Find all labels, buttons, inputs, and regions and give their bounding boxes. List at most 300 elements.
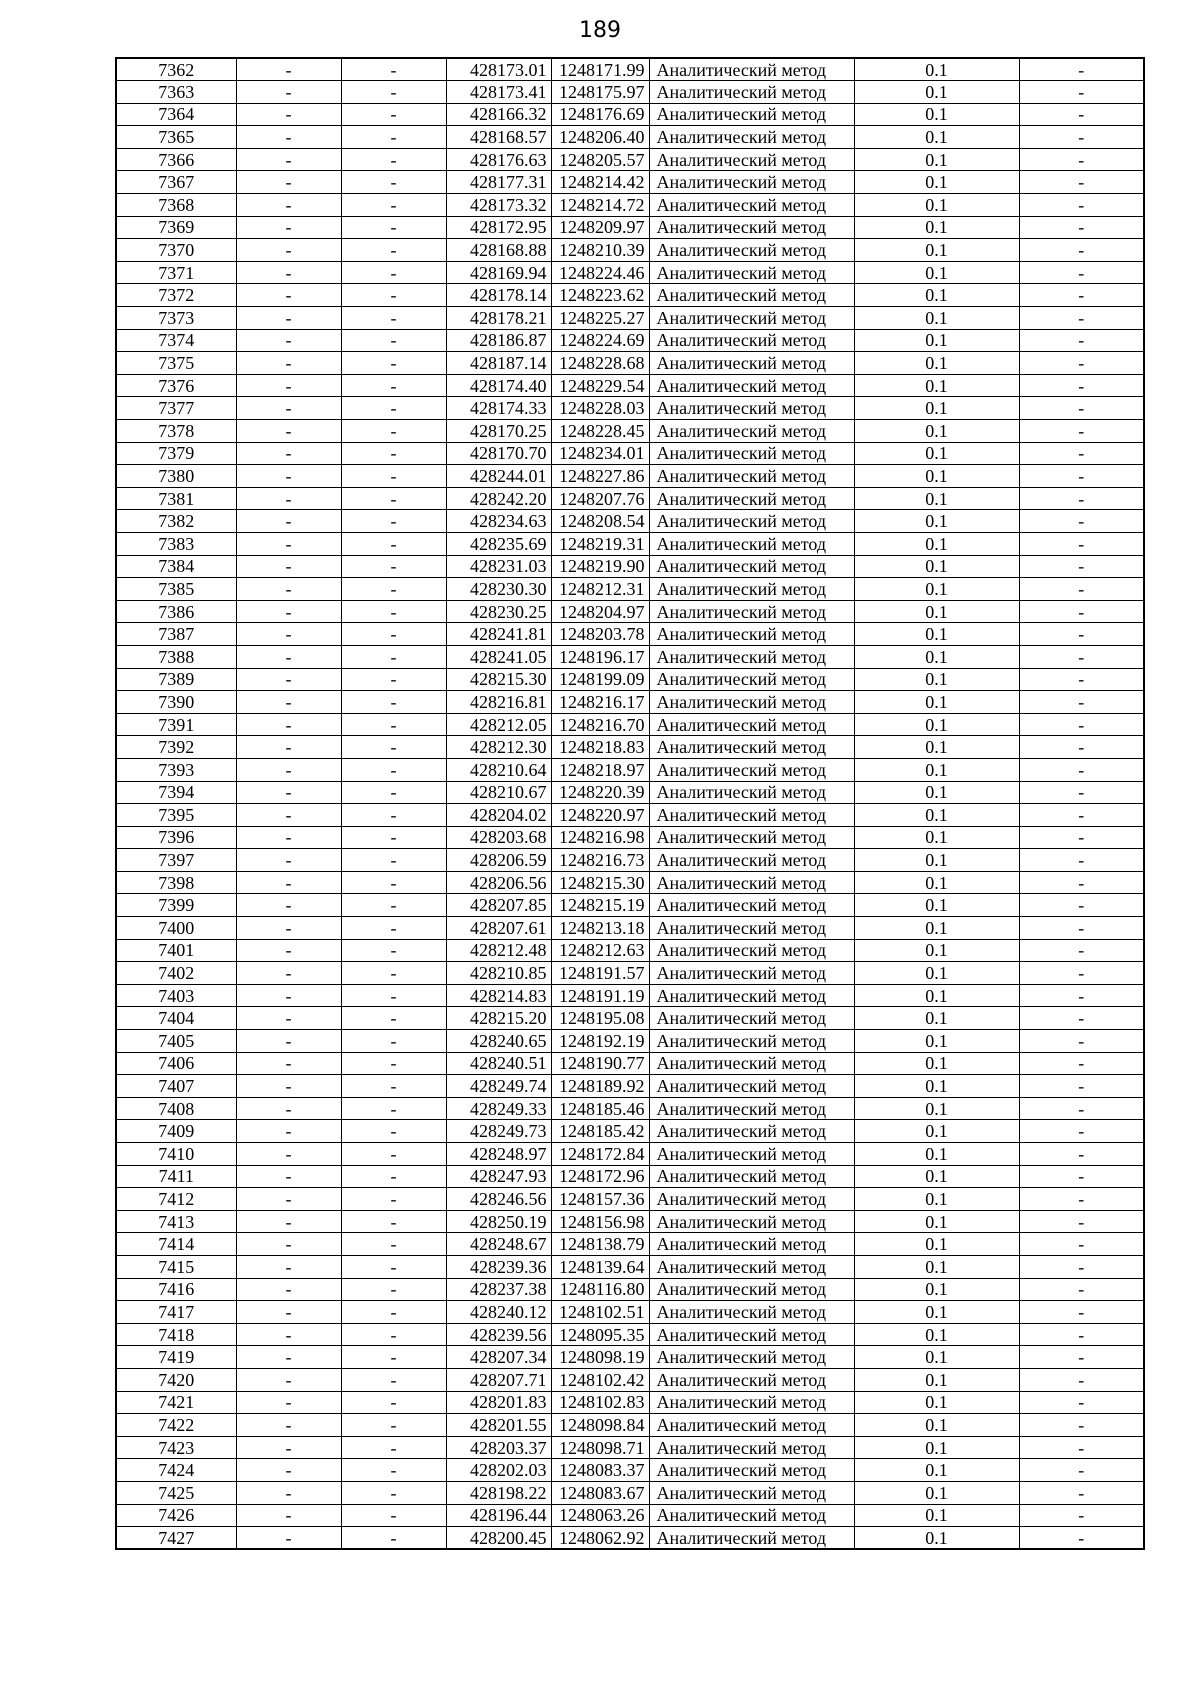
dash-cell-1: - <box>236 1414 341 1437</box>
dash-cell-3: - <box>1019 1481 1144 1504</box>
point-number-cell: 7372 <box>116 284 236 307</box>
x-coordinate-cell: 428207.34 <box>446 1346 551 1369</box>
y-coordinate-cell: 1248185.46 <box>551 1097 649 1120</box>
x-coordinate-cell: 428239.56 <box>446 1323 551 1346</box>
dash-cell-2: - <box>341 1233 446 1256</box>
x-coordinate-cell: 428172.95 <box>446 216 551 239</box>
table-row <box>116 758 1144 781</box>
point-number-cell: 7425 <box>116 1481 236 1504</box>
dash-cell-2: - <box>341 1007 446 1030</box>
x-coordinate-cell: 428212.05 <box>446 713 551 736</box>
table-row <box>116 103 1144 126</box>
dash-cell-2: - <box>341 894 446 917</box>
dash-cell-2: - <box>341 962 446 985</box>
x-coordinate-cell: 428203.37 <box>446 1436 551 1459</box>
table-row <box>116 126 1144 149</box>
point-number-cell: 7422 <box>116 1414 236 1437</box>
dash-cell-3: - <box>1019 1165 1144 1188</box>
method-cell: Аналитический метод <box>649 668 854 691</box>
dash-cell-3: - <box>1019 713 1144 736</box>
x-coordinate-cell: 428214.83 <box>446 984 551 1007</box>
accuracy-cell: 0.1 <box>854 736 1019 759</box>
point-number-cell: 7370 <box>116 239 236 262</box>
accuracy-cell: 0.1 <box>854 1436 1019 1459</box>
table-row <box>116 81 1144 104</box>
method-cell: Аналитический метод <box>649 1120 854 1143</box>
x-coordinate-cell: 428166.32 <box>446 103 551 126</box>
accuracy-cell: 0.1 <box>854 826 1019 849</box>
dash-cell-2: - <box>341 1346 446 1369</box>
dash-cell-2: - <box>341 939 446 962</box>
accuracy-cell: 0.1 <box>854 804 1019 827</box>
y-coordinate-cell: 1248083.37 <box>551 1459 649 1482</box>
dash-cell-2: - <box>341 578 446 601</box>
method-cell: Аналитический метод <box>649 645 854 668</box>
dash-cell-3: - <box>1019 1278 1144 1301</box>
accuracy-cell: 0.1 <box>854 1255 1019 1278</box>
method-cell: Аналитический метод <box>649 487 854 510</box>
dash-cell-1: - <box>236 420 341 443</box>
y-coordinate-cell: 1248098.84 <box>551 1414 649 1437</box>
dash-cell-3: - <box>1019 1007 1144 1030</box>
y-coordinate-cell: 1248229.54 <box>551 374 649 397</box>
dash-cell-2: - <box>341 1097 446 1120</box>
dash-cell-1: - <box>236 532 341 555</box>
accuracy-cell: 0.1 <box>854 307 1019 330</box>
point-number-cell: 7397 <box>116 849 236 872</box>
table-row <box>116 962 1144 985</box>
method-cell: Аналитический метод <box>649 81 854 104</box>
x-coordinate-cell: 428241.05 <box>446 645 551 668</box>
dash-cell-1: - <box>236 826 341 849</box>
dash-cell-3: - <box>1019 804 1144 827</box>
y-coordinate-cell: 1248102.83 <box>551 1391 649 1414</box>
table-row <box>116 397 1144 420</box>
x-coordinate-cell: 428244.01 <box>446 465 551 488</box>
x-coordinate-cell: 428174.40 <box>446 374 551 397</box>
x-coordinate-cell: 428202.03 <box>446 1459 551 1482</box>
method-cell: Аналитический метод <box>649 1346 854 1369</box>
dash-cell-2: - <box>341 194 446 217</box>
dash-cell-3: - <box>1019 374 1144 397</box>
x-coordinate-cell: 428240.65 <box>446 1030 551 1053</box>
table-row <box>116 578 1144 601</box>
method-cell: Аналитический метод <box>649 148 854 171</box>
dash-cell-3: - <box>1019 1301 1144 1324</box>
dash-cell-3: - <box>1019 826 1144 849</box>
method-cell: Аналитический метод <box>649 126 854 149</box>
dash-cell-2: - <box>341 261 446 284</box>
table-row <box>116 894 1144 917</box>
table-row <box>116 1030 1144 1053</box>
accuracy-cell: 0.1 <box>854 894 1019 917</box>
dash-cell-1: - <box>236 329 341 352</box>
x-coordinate-cell: 428170.25 <box>446 420 551 443</box>
point-number-cell: 7401 <box>116 939 236 962</box>
x-coordinate-cell: 428249.73 <box>446 1120 551 1143</box>
dash-cell-1: - <box>236 1346 341 1369</box>
dash-cell-2: - <box>341 871 446 894</box>
table-row <box>116 58 1144 81</box>
y-coordinate-cell: 1248219.31 <box>551 532 649 555</box>
dash-cell-3: - <box>1019 736 1144 759</box>
accuracy-cell: 0.1 <box>854 1391 1019 1414</box>
dash-cell-2: - <box>341 171 446 194</box>
x-coordinate-cell: 428230.30 <box>446 578 551 601</box>
dash-cell-2: - <box>341 1143 446 1166</box>
dash-cell-2: - <box>341 1368 446 1391</box>
y-coordinate-cell: 1248228.03 <box>551 397 649 420</box>
dash-cell-1: - <box>236 465 341 488</box>
dash-cell-3: - <box>1019 871 1144 894</box>
table-row <box>116 645 1144 668</box>
x-coordinate-cell: 428212.30 <box>446 736 551 759</box>
accuracy-cell: 0.1 <box>854 1120 1019 1143</box>
x-coordinate-cell: 428249.74 <box>446 1075 551 1098</box>
accuracy-cell: 0.1 <box>854 1097 1019 1120</box>
point-number-cell: 7410 <box>116 1143 236 1166</box>
y-coordinate-cell: 1248102.51 <box>551 1301 649 1324</box>
table-row <box>116 284 1144 307</box>
dash-cell-2: - <box>341 374 446 397</box>
accuracy-cell: 0.1 <box>854 1527 1019 1550</box>
table-row <box>116 442 1144 465</box>
point-number-cell: 7424 <box>116 1459 236 1482</box>
table-row <box>116 736 1144 759</box>
point-number-cell: 7371 <box>116 261 236 284</box>
table-row <box>116 239 1144 262</box>
dash-cell-1: - <box>236 510 341 533</box>
dash-cell-2: - <box>341 397 446 420</box>
dash-cell-1: - <box>236 307 341 330</box>
dash-cell-1: - <box>236 758 341 781</box>
dash-cell-1: - <box>236 1143 341 1166</box>
accuracy-cell: 0.1 <box>854 126 1019 149</box>
y-coordinate-cell: 1248216.98 <box>551 826 649 849</box>
accuracy-cell: 0.1 <box>854 261 1019 284</box>
method-cell: Аналитический метод <box>649 962 854 985</box>
method-cell: Аналитический метод <box>649 58 854 81</box>
y-coordinate-cell: 1248116.80 <box>551 1278 649 1301</box>
dash-cell-3: - <box>1019 917 1144 940</box>
dash-cell-1: - <box>236 600 341 623</box>
y-coordinate-cell: 1248219.90 <box>551 555 649 578</box>
dash-cell-1: - <box>236 645 341 668</box>
y-coordinate-cell: 1248209.97 <box>551 216 649 239</box>
dash-cell-3: - <box>1019 126 1144 149</box>
dash-cell-3: - <box>1019 691 1144 714</box>
x-coordinate-cell: 428201.55 <box>446 1414 551 1437</box>
method-cell: Аналитический метод <box>649 1165 854 1188</box>
point-number-cell: 7363 <box>116 81 236 104</box>
point-number-cell: 7386 <box>116 600 236 623</box>
method-cell: Аналитический метод <box>649 465 854 488</box>
dash-cell-1: - <box>236 148 341 171</box>
dash-cell-2: - <box>341 81 446 104</box>
table-row <box>116 917 1144 940</box>
dash-cell-1: - <box>236 781 341 804</box>
dash-cell-1: - <box>236 171 341 194</box>
table-row <box>116 1143 1144 1166</box>
dash-cell-3: - <box>1019 103 1144 126</box>
point-number-cell: 7377 <box>116 397 236 420</box>
dash-cell-2: - <box>341 1120 446 1143</box>
table-row <box>116 171 1144 194</box>
dash-cell-1: - <box>236 1007 341 1030</box>
table-row <box>116 555 1144 578</box>
x-coordinate-cell: 428215.20 <box>446 1007 551 1030</box>
point-number-cell: 7420 <box>116 1368 236 1391</box>
accuracy-cell: 0.1 <box>854 148 1019 171</box>
x-coordinate-cell: 428215.30 <box>446 668 551 691</box>
y-coordinate-cell: 1248216.17 <box>551 691 649 714</box>
y-coordinate-cell: 1248156.98 <box>551 1210 649 1233</box>
dash-cell-3: - <box>1019 487 1144 510</box>
dash-cell-2: - <box>341 1278 446 1301</box>
x-coordinate-cell: 428206.56 <box>446 871 551 894</box>
dash-cell-2: - <box>341 849 446 872</box>
table-row <box>116 668 1144 691</box>
point-number-cell: 7373 <box>116 307 236 330</box>
method-cell: Аналитический метод <box>649 939 854 962</box>
point-number-cell: 7404 <box>116 1007 236 1030</box>
dash-cell-3: - <box>1019 307 1144 330</box>
method-cell: Аналитический метод <box>649 1007 854 1030</box>
dash-cell-2: - <box>341 307 446 330</box>
table-row <box>116 1210 1144 1233</box>
dash-cell-1: - <box>236 1368 341 1391</box>
y-coordinate-cell: 1248196.17 <box>551 645 649 668</box>
y-coordinate-cell: 1248098.71 <box>551 1436 649 1459</box>
x-coordinate-cell: 428168.88 <box>446 239 551 262</box>
dash-cell-1: - <box>236 871 341 894</box>
x-coordinate-cell: 428248.67 <box>446 1233 551 1256</box>
table-row <box>116 691 1144 714</box>
point-number-cell: 7406 <box>116 1052 236 1075</box>
accuracy-cell: 0.1 <box>854 397 1019 420</box>
dash-cell-2: - <box>341 1075 446 1098</box>
method-cell: Аналитический метод <box>649 307 854 330</box>
dash-cell-2: - <box>341 239 446 262</box>
method-cell: Аналитический метод <box>649 1436 854 1459</box>
coordinates-table <box>115 57 1145 1550</box>
dash-cell-2: - <box>341 1165 446 1188</box>
dash-cell-1: - <box>236 1030 341 1053</box>
y-coordinate-cell: 1248213.18 <box>551 917 649 940</box>
accuracy-cell: 0.1 <box>854 758 1019 781</box>
dash-cell-2: - <box>341 510 446 533</box>
dash-cell-3: - <box>1019 600 1144 623</box>
dash-cell-3: - <box>1019 1368 1144 1391</box>
table-row <box>116 804 1144 827</box>
x-coordinate-cell: 428246.56 <box>446 1188 551 1211</box>
dash-cell-1: - <box>236 442 341 465</box>
y-coordinate-cell: 1248185.42 <box>551 1120 649 1143</box>
dash-cell-1: - <box>236 1255 341 1278</box>
x-coordinate-cell: 428210.85 <box>446 962 551 985</box>
x-coordinate-cell: 428203.68 <box>446 826 551 849</box>
table-row <box>116 600 1144 623</box>
dash-cell-1: - <box>236 487 341 510</box>
method-cell: Аналитический метод <box>649 691 854 714</box>
y-coordinate-cell: 1248195.08 <box>551 1007 649 1030</box>
dash-cell-3: - <box>1019 645 1144 668</box>
table-row <box>116 1075 1144 1098</box>
point-number-cell: 7366 <box>116 148 236 171</box>
accuracy-cell: 0.1 <box>854 871 1019 894</box>
method-cell: Аналитический метод <box>649 849 854 872</box>
y-coordinate-cell: 1248215.30 <box>551 871 649 894</box>
dash-cell-3: - <box>1019 623 1144 646</box>
table-row <box>116 1120 1144 1143</box>
x-coordinate-cell: 428242.20 <box>446 487 551 510</box>
point-number-cell: 7399 <box>116 894 236 917</box>
dash-cell-1: - <box>236 1097 341 1120</box>
accuracy-cell: 0.1 <box>854 623 1019 646</box>
method-cell: Аналитический метод <box>649 284 854 307</box>
dash-cell-3: - <box>1019 1120 1144 1143</box>
dash-cell-1: - <box>236 917 341 940</box>
dash-cell-2: - <box>341 1188 446 1211</box>
accuracy-cell: 0.1 <box>854 849 1019 872</box>
method-cell: Аналитический метод <box>649 894 854 917</box>
method-cell: Аналитический метод <box>649 352 854 375</box>
dash-cell-3: - <box>1019 1030 1144 1053</box>
accuracy-cell: 0.1 <box>854 1075 1019 1098</box>
point-number-cell: 7405 <box>116 1030 236 1053</box>
x-coordinate-cell: 428206.59 <box>446 849 551 872</box>
dash-cell-1: - <box>236 1301 341 1324</box>
table-row <box>116 781 1144 804</box>
dash-cell-2: - <box>341 1527 446 1550</box>
accuracy-cell: 0.1 <box>854 194 1019 217</box>
table-row <box>116 1301 1144 1324</box>
point-number-cell: 7379 <box>116 442 236 465</box>
table-body <box>116 58 1144 1549</box>
x-coordinate-cell: 428186.87 <box>446 329 551 352</box>
dash-cell-1: - <box>236 1165 341 1188</box>
point-number-cell: 7418 <box>116 1323 236 1346</box>
dash-cell-3: - <box>1019 420 1144 443</box>
table-row <box>116 1255 1144 1278</box>
accuracy-cell: 0.1 <box>854 1030 1019 1053</box>
y-coordinate-cell: 1248172.84 <box>551 1143 649 1166</box>
dash-cell-2: - <box>341 1210 446 1233</box>
y-coordinate-cell: 1248191.19 <box>551 984 649 1007</box>
dash-cell-1: - <box>236 1481 341 1504</box>
method-cell: Аналитический метод <box>649 1527 854 1550</box>
dash-cell-1: - <box>236 1504 341 1527</box>
point-number-cell: 7380 <box>116 465 236 488</box>
point-number-cell: 7365 <box>116 126 236 149</box>
dash-cell-3: - <box>1019 284 1144 307</box>
point-number-cell: 7393 <box>116 758 236 781</box>
table-row <box>116 939 1144 962</box>
method-cell: Аналитический метод <box>649 781 854 804</box>
x-coordinate-cell: 428198.22 <box>446 1481 551 1504</box>
y-coordinate-cell: 1248203.78 <box>551 623 649 646</box>
accuracy-cell: 0.1 <box>854 713 1019 736</box>
x-coordinate-cell: 428207.61 <box>446 917 551 940</box>
accuracy-cell: 0.1 <box>854 645 1019 668</box>
y-coordinate-cell: 1248225.27 <box>551 307 649 330</box>
table-row <box>116 1323 1144 1346</box>
table-row <box>116 307 1144 330</box>
dash-cell-3: - <box>1019 510 1144 533</box>
table-row <box>116 1007 1144 1030</box>
dash-cell-3: - <box>1019 465 1144 488</box>
dash-cell-2: - <box>341 442 446 465</box>
dash-cell-3: - <box>1019 532 1144 555</box>
method-cell: Аналитический метод <box>649 1210 854 1233</box>
dash-cell-3: - <box>1019 329 1144 352</box>
x-coordinate-cell: 428241.81 <box>446 623 551 646</box>
dash-cell-2: - <box>341 645 446 668</box>
dash-cell-2: - <box>341 1436 446 1459</box>
y-coordinate-cell: 1248220.39 <box>551 781 649 804</box>
dash-cell-1: - <box>236 261 341 284</box>
table-row <box>116 374 1144 397</box>
point-number-cell: 7419 <box>116 1346 236 1369</box>
dash-cell-1: - <box>236 578 341 601</box>
dash-cell-3: - <box>1019 984 1144 1007</box>
dash-cell-2: - <box>341 713 446 736</box>
table-row <box>116 713 1144 736</box>
point-number-cell: 7403 <box>116 984 236 1007</box>
point-number-cell: 7426 <box>116 1504 236 1527</box>
dash-cell-3: - <box>1019 171 1144 194</box>
dash-cell-1: - <box>236 623 341 646</box>
x-coordinate-cell: 428210.67 <box>446 781 551 804</box>
table-row <box>116 487 1144 510</box>
accuracy-cell: 0.1 <box>854 1346 1019 1369</box>
method-cell: Аналитический метод <box>649 736 854 759</box>
table-row <box>116 1368 1144 1391</box>
point-number-cell: 7374 <box>116 329 236 352</box>
method-cell: Аналитический метод <box>649 871 854 894</box>
method-cell: Аналитический метод <box>649 555 854 578</box>
dash-cell-1: - <box>236 1188 341 1211</box>
dash-cell-2: - <box>341 555 446 578</box>
accuracy-cell: 0.1 <box>854 1368 1019 1391</box>
method-cell: Аналитический метод <box>649 804 854 827</box>
dash-cell-2: - <box>341 623 446 646</box>
x-coordinate-cell: 428200.45 <box>446 1527 551 1550</box>
dash-cell-3: - <box>1019 1188 1144 1211</box>
dash-cell-3: - <box>1019 1097 1144 1120</box>
point-number-cell: 7400 <box>116 917 236 940</box>
method-cell: Аналитический метод <box>649 216 854 239</box>
table-row <box>116 1391 1144 1414</box>
y-coordinate-cell: 1248216.70 <box>551 713 649 736</box>
point-number-cell: 7395 <box>116 804 236 827</box>
dash-cell-1: - <box>236 239 341 262</box>
method-cell: Аналитический метод <box>649 420 854 443</box>
x-coordinate-cell: 428177.31 <box>446 171 551 194</box>
method-cell: Аналитический метод <box>649 171 854 194</box>
x-coordinate-cell: 428173.01 <box>446 58 551 81</box>
x-coordinate-cell: 428250.19 <box>446 1210 551 1233</box>
dash-cell-3: - <box>1019 555 1144 578</box>
dash-cell-2: - <box>341 1459 446 1482</box>
point-number-cell: 7362 <box>116 58 236 81</box>
x-coordinate-cell: 428201.83 <box>446 1391 551 1414</box>
method-cell: Аналитический метод <box>649 984 854 1007</box>
table-row <box>116 1278 1144 1301</box>
accuracy-cell: 0.1 <box>854 465 1019 488</box>
x-coordinate-cell: 428173.32 <box>446 194 551 217</box>
dash-cell-3: - <box>1019 1459 1144 1482</box>
